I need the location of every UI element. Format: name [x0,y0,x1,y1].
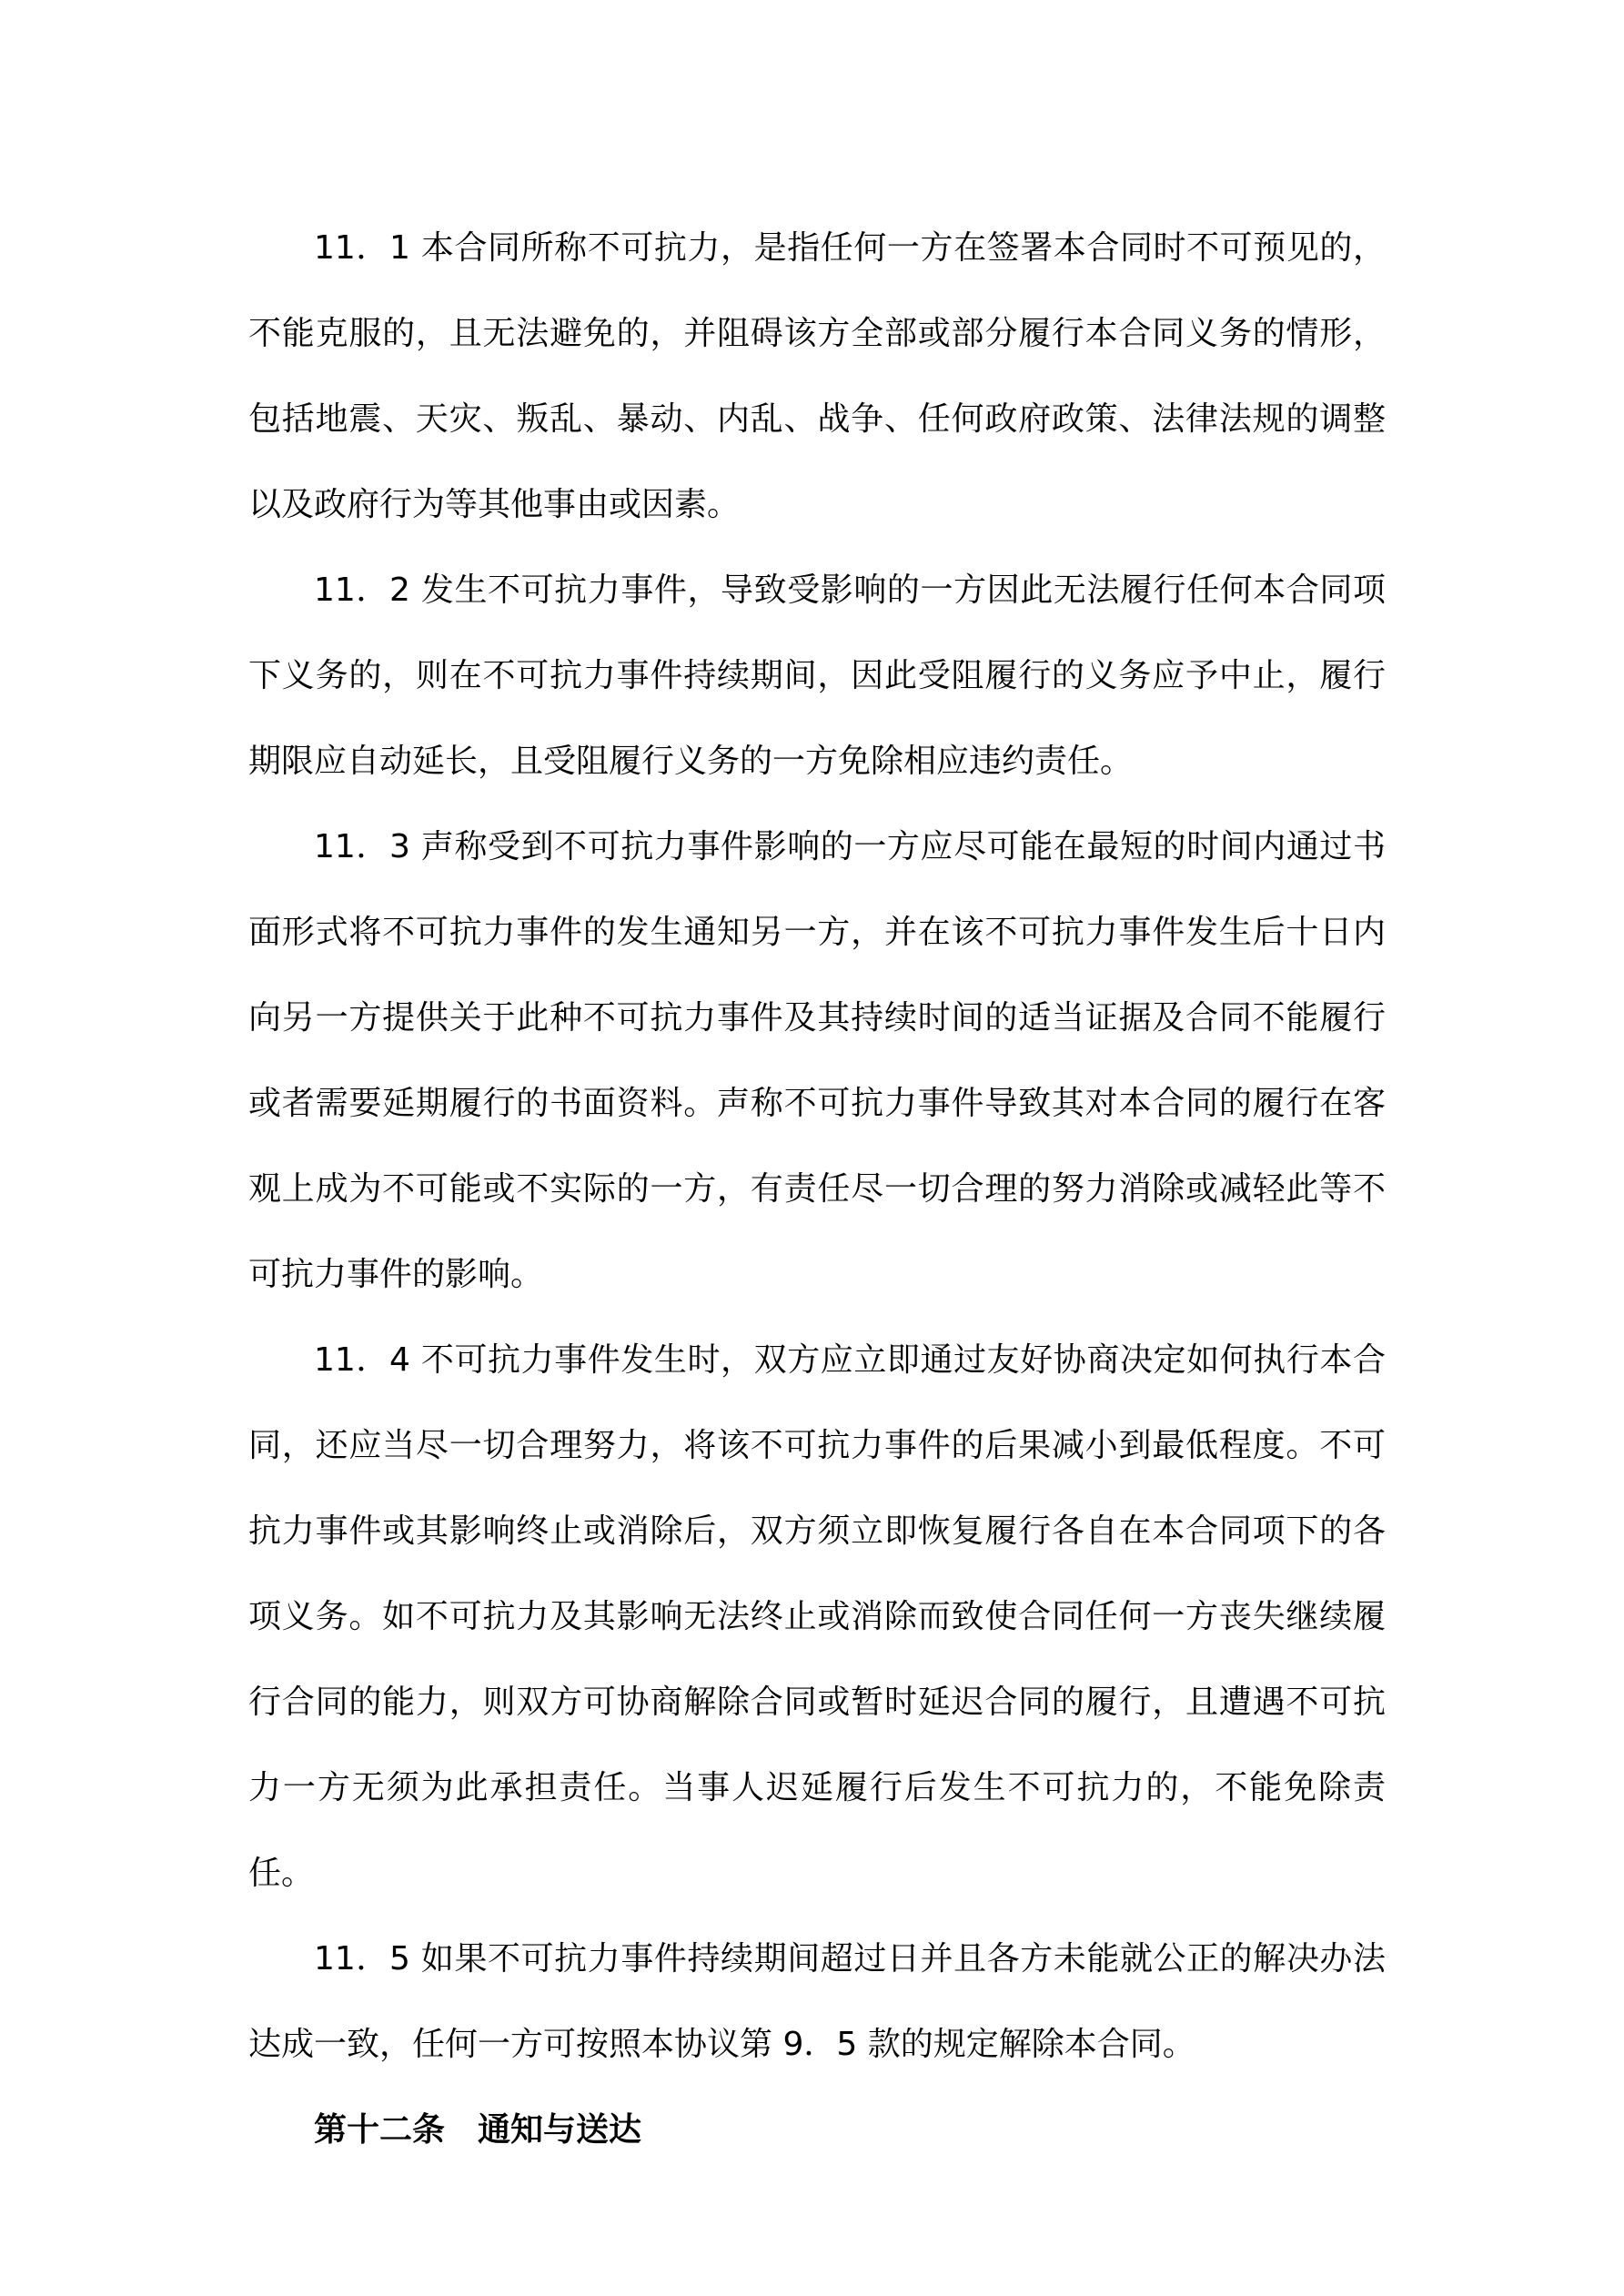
clause-11-4: 11．4 不可抗力事件发生时，双方应立即通过友好协商决定如何执行本合同，还应当尽一切合理努力，将该不可抗力事件的后果减小到最低程度。不可抗力事件或其影响终止或消除后，双方须立即恢复履行各自在本合同项下的各项义务。如不可抗力及其影响无法终止或消除而致使合同任何一方丧失继续履行合同的能力，则双方可协商解除合同或暂时延迟合同的履行，且遭遇不可抗力一方无须为此承担责任。当事人迟延履行后发生不可抗力的，不能免除责任。 [248,1341,1386,1892]
clause-11-3: 11．3 声称受到不可抗力事件影响的一方应尽可能在最短的时间内通过书面形式将不可抗力事件的发生通知另一方，并在该不可抗力事件发生后十日内向另一方提供关于此种不可抗力事件及其持续时间的适当证据及合同不能履行或者需要延期履行的书面资料。声称不可抗力事件导致其对本合同的履行在客观上成为不可能或不实际的一方，有责任尽一切合理的努力消除或减轻此等不可抗力事件的影响。 [248,828,1386,1293]
clause-11-5: 11．5 如果不可抗力事件持续期间超过日并且各方未能就公正的解决办法达成一致，任何一方可按照本协议第 9．5 款的规定解除本合同。 [248,1940,1386,2063]
section-heading: 第十二条 通知与送达 [314,2111,642,2149]
document-body [248,206,1386,2173]
clause-11-2: 11．2 发生不可抗力事件，导致受影响的一方因此无法履行任何本合同项下义务的，则在不可抗力事件持续期间，因此受阻履行的义务应予中止，履行期限应自动延长，且受阻履行义务的一方免除相应违约责任。 [248,571,1386,780]
clause-11-1: 11．1 本合同所称不可抗力，是指任何一方在签署本合同时不可预见的，不能克服的，且无法避免的，并阻碍该方全部或部分履行本合同义务的情形，包括地震、天灾、叛乱、暴动、内乱、战争、任何政府政策、法律法规的调整以及政府行为等其他事由或因素。 [248,229,1386,523]
